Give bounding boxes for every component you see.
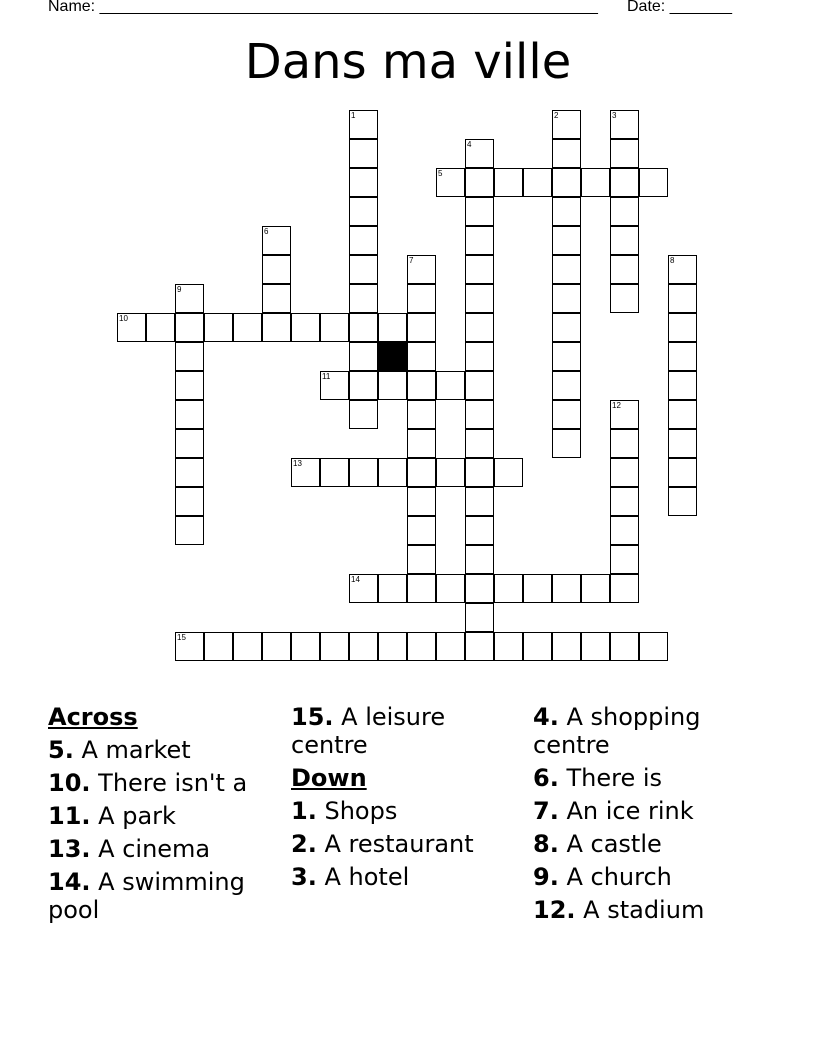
grid-cell[interactable] <box>436 371 465 400</box>
grid-cell[interactable] <box>523 574 552 603</box>
clue-number-15: 15 <box>177 633 186 642</box>
grid-cell[interactable] <box>581 632 610 661</box>
grid-cell[interactable] <box>407 371 436 400</box>
grid-cell[interactable] <box>291 632 320 661</box>
grid-cell[interactable] <box>668 458 697 487</box>
clue-down-3: 3. A hotel <box>291 863 410 891</box>
grid-cell[interactable] <box>233 632 262 661</box>
clue-number-1: 1 <box>351 111 356 120</box>
grid-cell[interactable] <box>552 371 581 400</box>
grid-cell[interactable] <box>175 429 204 458</box>
grid-cell[interactable] <box>465 574 494 603</box>
grid-cell[interactable] <box>407 400 436 429</box>
grid-cell[interactable] <box>610 574 639 603</box>
grid-cell[interactable] <box>436 632 465 661</box>
grid-cell[interactable] <box>465 603 494 632</box>
grid-black-cell <box>378 342 407 371</box>
across-heading: Across <box>48 703 138 731</box>
grid-cell[interactable] <box>262 255 291 284</box>
grid-cell[interactable] <box>407 313 436 342</box>
grid-cell[interactable] <box>668 487 697 516</box>
grid-cell[interactable] <box>407 342 436 371</box>
grid-cell[interactable] <box>320 458 349 487</box>
date-blank: _______ <box>669 0 732 15</box>
grid-cell[interactable] <box>552 168 581 197</box>
clue-number-11: 11 <box>322 372 331 381</box>
grid-cell[interactable] <box>175 487 204 516</box>
grid-cell[interactable] <box>552 197 581 226</box>
grid-cell[interactable] <box>668 429 697 458</box>
down-heading: Down <box>291 764 367 792</box>
clue-number-9: 9 <box>177 285 182 294</box>
grid-cell[interactable] <box>175 458 204 487</box>
grid-cell[interactable] <box>378 371 407 400</box>
grid-cell[interactable] <box>494 574 523 603</box>
clue-number-12: 12 <box>612 401 621 410</box>
clue-down-7: 7. An ice rink <box>533 797 694 825</box>
grid-cell[interactable] <box>349 632 378 661</box>
grid-cell[interactable] <box>146 313 175 342</box>
grid-cell[interactable] <box>349 458 378 487</box>
clue-down-9: 9. A church <box>533 863 672 891</box>
grid-cell[interactable] <box>349 139 378 168</box>
grid-cell[interactable] <box>639 168 668 197</box>
grid-cell[interactable] <box>233 313 262 342</box>
grid-cell[interactable] <box>552 226 581 255</box>
grid-cell[interactable] <box>552 255 581 284</box>
grid-cell[interactable] <box>552 632 581 661</box>
grid-cell[interactable] <box>349 168 378 197</box>
grid-cell[interactable] <box>262 284 291 313</box>
grid-cell[interactable] <box>668 313 697 342</box>
grid-cell[interactable] <box>610 284 639 313</box>
grid-cell[interactable] <box>610 168 639 197</box>
clue-down-1: 1. Shops <box>291 797 398 825</box>
grid-cell[interactable] <box>436 458 465 487</box>
grid-cell[interactable] <box>552 400 581 429</box>
grid-cell[interactable] <box>349 255 378 284</box>
clue-across-15: 15. A leisure centre <box>291 703 446 759</box>
grid-cell[interactable] <box>552 313 581 342</box>
grid-cell[interactable] <box>349 284 378 313</box>
grid-cell[interactable] <box>349 342 378 371</box>
date-label: Date: <box>627 0 666 15</box>
grid-cell[interactable] <box>349 313 378 342</box>
clue-across-13: 13. A cinema <box>48 835 211 863</box>
grid-cell[interactable] <box>204 313 233 342</box>
grid-cell[interactable] <box>465 255 494 284</box>
grid-cell[interactable] <box>610 226 639 255</box>
grid-cell[interactable] <box>465 487 494 516</box>
grid-cell[interactable] <box>291 313 320 342</box>
grid-cell[interactable] <box>175 400 204 429</box>
page-title: Dans ma ville <box>244 34 572 90</box>
grid-cell[interactable] <box>639 632 668 661</box>
grid-cell[interactable] <box>465 284 494 313</box>
clue-down-6: 6. There is <box>533 764 663 792</box>
grid-cell[interactable] <box>465 313 494 342</box>
grid-cell[interactable] <box>668 371 697 400</box>
grid-cell[interactable] <box>465 342 494 371</box>
grid-cell[interactable] <box>465 197 494 226</box>
clue-across-10: 10. There isn't a <box>48 769 248 797</box>
grid-cell[interactable] <box>407 545 436 574</box>
grid-cell[interactable] <box>465 458 494 487</box>
grid-cell[interactable] <box>407 574 436 603</box>
grid-cell[interactable] <box>407 284 436 313</box>
clue-number-10: 10 <box>119 314 128 323</box>
grid-cell[interactable] <box>378 632 407 661</box>
grid-cell[interactable] <box>175 342 204 371</box>
grid-cell[interactable] <box>262 632 291 661</box>
clue-across-5: 5. A market <box>48 736 191 764</box>
grid-cell[interactable] <box>407 516 436 545</box>
grid-cell[interactable] <box>349 400 378 429</box>
grid-cell[interactable] <box>552 284 581 313</box>
grid-cell[interactable] <box>349 197 378 226</box>
clue-number-8: 8 <box>670 256 675 265</box>
grid-cell[interactable] <box>523 632 552 661</box>
clue-across-14: 14. A swimming pool <box>48 868 245 924</box>
grid-cell[interactable] <box>668 342 697 371</box>
grid-cell[interactable] <box>465 226 494 255</box>
grid-cell[interactable] <box>407 632 436 661</box>
grid-cell[interactable] <box>610 458 639 487</box>
grid-cell[interactable] <box>581 168 610 197</box>
grid-cell[interactable] <box>378 313 407 342</box>
grid-cell[interactable] <box>378 574 407 603</box>
clues-column-3 <box>533 703 768 929</box>
clues-column-1 <box>48 703 283 929</box>
grid-cell[interactable] <box>378 458 407 487</box>
clue-number-4: 4 <box>467 140 472 149</box>
grid-cell[interactable] <box>610 255 639 284</box>
grid-cell[interactable] <box>610 429 639 458</box>
clue-number-3: 3 <box>612 111 617 120</box>
grid-cell[interactable] <box>175 371 204 400</box>
grid-cell[interactable] <box>465 516 494 545</box>
clue-down-12: 12. A stadium <box>533 896 705 924</box>
grid-cell[interactable] <box>581 574 610 603</box>
grid-cell[interactable] <box>320 632 349 661</box>
grid-cell[interactable] <box>175 516 204 545</box>
grid-cell[interactable] <box>610 545 639 574</box>
grid-cell[interactable] <box>552 429 581 458</box>
grid-cell[interactable] <box>668 284 697 313</box>
grid-cell[interactable] <box>465 429 494 458</box>
grid-cell[interactable] <box>523 168 552 197</box>
grid-cell[interactable] <box>610 632 639 661</box>
grid-cell[interactable] <box>552 574 581 603</box>
clue-number-14: 14 <box>351 575 360 584</box>
clue-down-4: 4. A shopping centre <box>533 703 701 759</box>
clues-column-2 <box>291 703 526 896</box>
grid-cell[interactable] <box>175 313 204 342</box>
grid-cell[interactable] <box>349 371 378 400</box>
grid-cell[interactable] <box>465 168 494 197</box>
grid-cell[interactable] <box>552 139 581 168</box>
grid-cell[interactable] <box>494 168 523 197</box>
clue-across-11: 11. A park <box>48 802 176 830</box>
grid-cell[interactable] <box>552 342 581 371</box>
clue-number-6: 6 <box>264 227 269 236</box>
grid-cell[interactable] <box>610 487 639 516</box>
grid-cell[interactable] <box>610 197 639 226</box>
grid-cell[interactable] <box>407 458 436 487</box>
name-label: Name: <box>48 0 96 15</box>
grid-cell[interactable] <box>465 545 494 574</box>
grid-cell[interactable] <box>407 487 436 516</box>
name-blank: ________________________________________________________ <box>99 0 598 15</box>
grid-cell[interactable] <box>465 632 494 661</box>
grid-cell[interactable] <box>262 313 291 342</box>
grid-cell[interactable] <box>465 371 494 400</box>
grid-cell[interactable] <box>494 458 523 487</box>
grid-cell[interactable] <box>465 400 494 429</box>
grid-cell[interactable] <box>204 632 233 661</box>
clue-down-2: 2. A restaurant <box>291 830 474 858</box>
clue-number-5: 5 <box>438 169 443 178</box>
grid-cell[interactable] <box>349 226 378 255</box>
clue-number-7: 7 <box>409 256 414 265</box>
clue-down-8: 8. A castle <box>533 830 662 858</box>
clue-number-13: 13 <box>293 459 302 468</box>
clue-number-2: 2 <box>554 111 559 120</box>
grid-cell[interactable] <box>610 516 639 545</box>
grid-cell[interactable] <box>436 574 465 603</box>
grid-cell[interactable] <box>320 313 349 342</box>
grid-cell[interactable] <box>494 632 523 661</box>
grid-cell[interactable] <box>610 139 639 168</box>
grid-cell[interactable] <box>407 429 436 458</box>
grid-cell[interactable] <box>668 400 697 429</box>
